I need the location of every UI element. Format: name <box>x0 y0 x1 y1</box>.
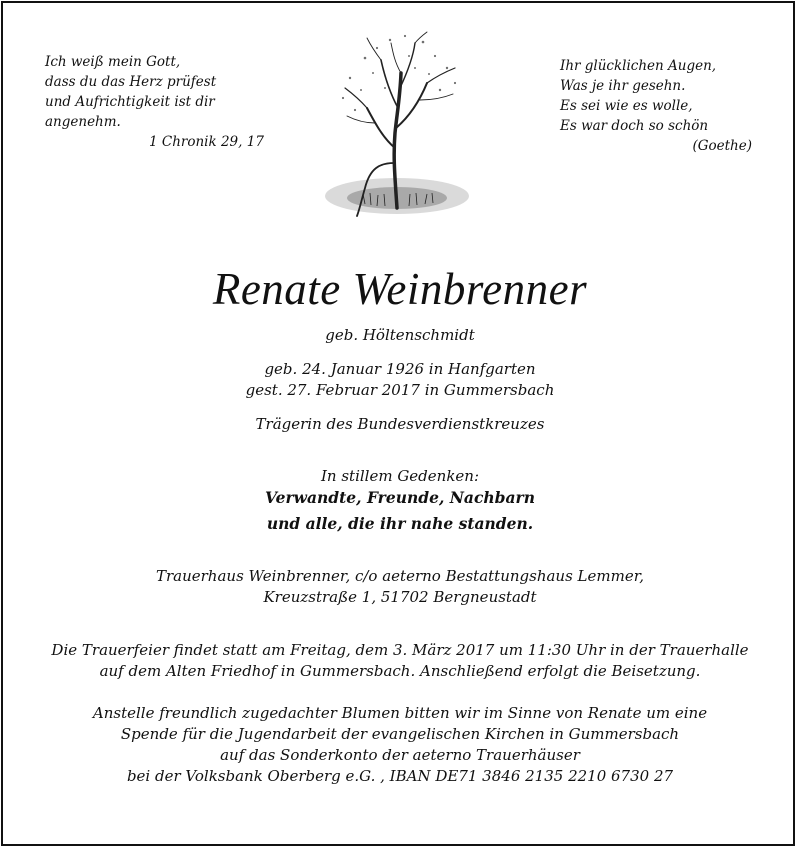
ceremony-line: Die Trauerfeier findet statt am Freitag, dem 3. März 2017 um 11:30 Uhr in der Trauerhalle <box>51 641 749 659</box>
quote-right-line: Was je ihr gesehn. <box>560 78 686 94</box>
mourners-intro: In stillem Gedenken: <box>320 467 480 485</box>
ceremony-block <box>0 640 800 682</box>
address-block <box>0 566 800 608</box>
donation-line: Anstelle freundlich zugedachter Blumen bitten wir im Sinne von Renate um eine <box>92 704 708 722</box>
donation-line: bei der Volksbank Oberberg e.G. , IBAN DE71 3846 2135 2210 6730 27 <box>126 767 674 785</box>
bible-quote <box>45 52 265 152</box>
birth-info <box>0 359 800 401</box>
quote-right-source: (Goethe) <box>692 138 752 154</box>
donation-line: auf das Sonderkonto der aeterno Trauerhäuser <box>220 746 580 764</box>
quote-left-line: dass du das Herz prüfest <box>45 74 217 90</box>
death-line: gest. 27. Februar 2017 in Gummersbach <box>245 381 555 399</box>
quote-left-line: Ich weiß mein Gott, <box>45 54 181 70</box>
donation-line: Spende für die Jugendarbeit der evangelischen Kirchen in Gummersbach <box>120 725 680 743</box>
mourners-line: Verwandte, Freunde, Nachbarn <box>265 488 535 507</box>
deceased-name: Renate Weinbrenner <box>212 264 588 314</box>
goethe-quote <box>560 56 760 156</box>
address-line: Kreuzstraße 1, 51702 Bergneustadt <box>263 588 537 606</box>
tree-icon <box>305 28 485 233</box>
quote-right-line: Es war doch so schön <box>560 118 709 134</box>
quote-right-line: Ihr glücklichen Augen, <box>560 58 717 74</box>
honor-line: Trägerin des Bundesverdienstkreuzes <box>255 415 545 433</box>
quote-left-line: angenehm. <box>45 114 121 130</box>
donation-block <box>0 703 800 787</box>
quote-left-line: und Aufrichtigkeit ist dir <box>45 94 215 110</box>
birth-line: geb. 24. Januar 1926 in Hanfgarten <box>264 360 536 378</box>
quote-right-line: Es sei wie es wolle, <box>560 98 693 114</box>
address-line: Trauerhaus Weinbrenner, c/o aeterno Bestattungshaus Lemmer, <box>155 567 645 585</box>
maiden-name: geb. Höltenschmidt <box>325 326 475 344</box>
ceremony-line: auf dem Alten Friedhof in Gummersbach. Anschließend erfolgt die Beisetzung. <box>99 662 701 680</box>
quote-left-source: 1 Chronik 29, 17 <box>149 134 264 150</box>
mourners-line: und alle, die ihr nahe standen. <box>266 514 534 533</box>
